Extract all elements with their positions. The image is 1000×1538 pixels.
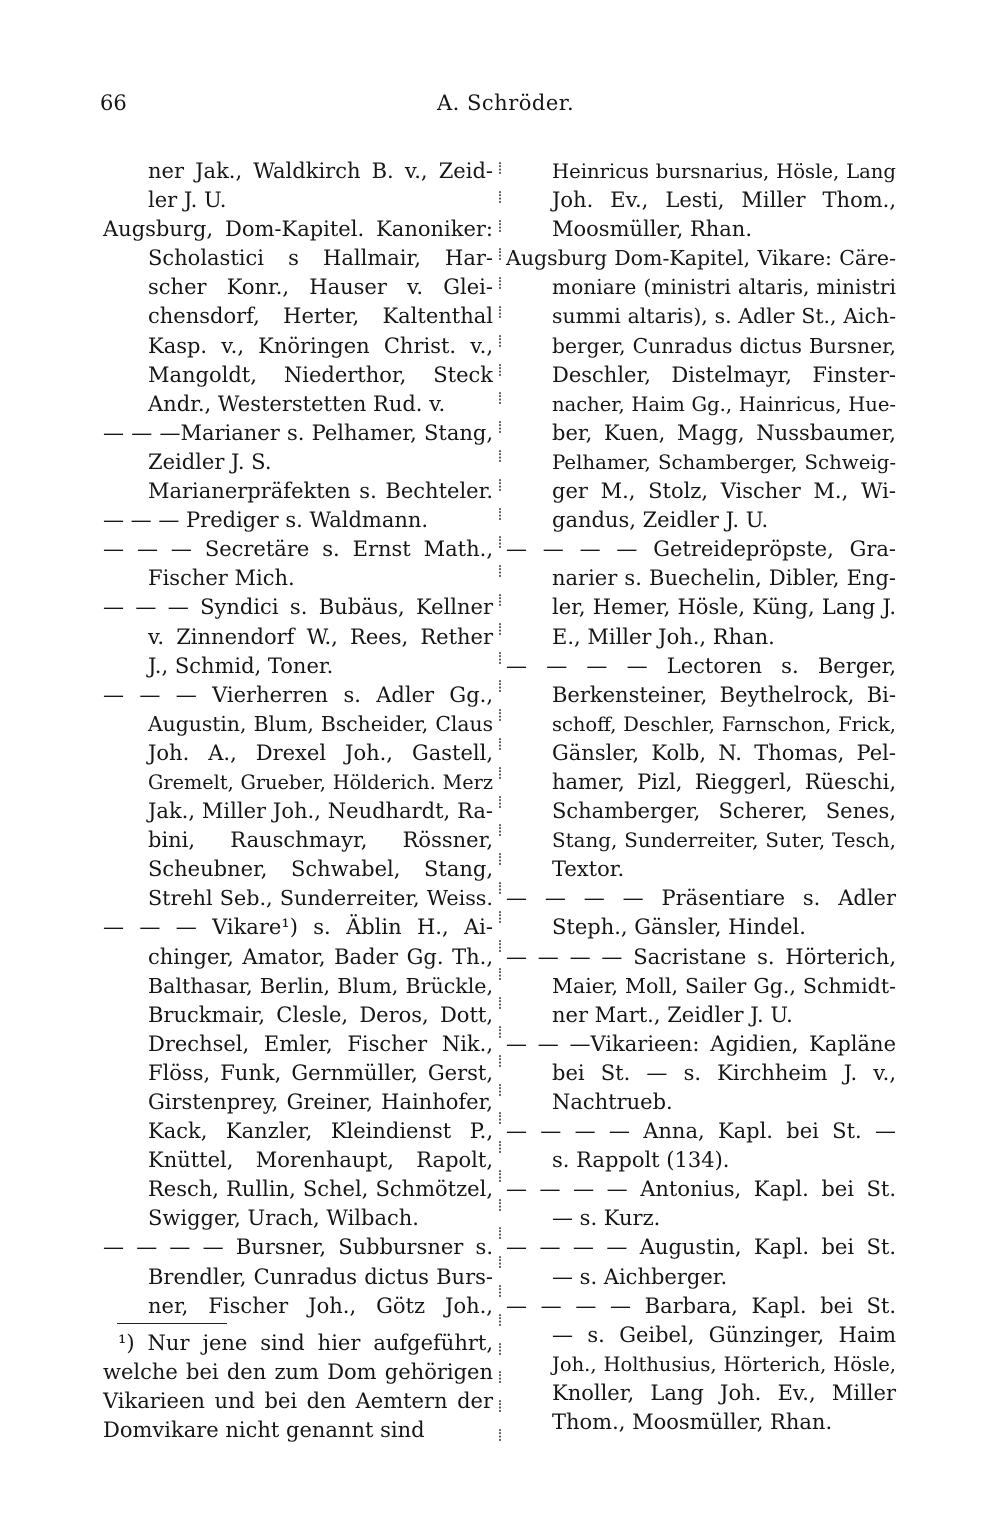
right-column-line: schoff, Deschler, Farnschon, Frick, [552,712,896,736]
left-column-line: Brendler, Cunradus dictus Burs- [148,1264,493,1289]
right-column-line: s. Rappolt (134). [552,1148,730,1173]
right-column-line: E., Miller Joh., Rhan. [552,624,775,649]
left-column-line: Jak., Miller Joh., Neudhardt, Ra- [148,799,493,824]
left-column [103,157,493,1321]
right-column-line: nacher, Haim Gg., Hainricus, Hue- [552,392,896,416]
left-column-line: Swigger, Urach, Wilbach. [148,1206,419,1231]
right-column-line: — s. Geibel, Günzinger, Haim [552,1322,896,1347]
right-column-line: Joh. Ev., Lesti, Miller Thom., [552,188,896,213]
right-column-line: Textor. [552,857,625,882]
left-column-line: Flöss, Funk, Gernmüller, Gerst, [148,1060,493,1085]
left-column-line: — — — Vierherren s. Adler Gg., [103,682,493,707]
right-column-line: — — — — Lectoren s. Berger, [506,653,896,678]
right-column [506,157,896,1437]
left-column-line: Bruckmair, Clesle, Deros, Dott, [148,1002,493,1027]
left-column-line: — — — Secretäre s. Ernst Math., [103,537,493,562]
right-column-line: moniare (ministri altaris, ministri [552,275,896,300]
left-column-line: Balthasar, Berlin, Blum, Brückle, [148,973,493,998]
left-column-line: bini, Rauschmayr, Rössner, [148,828,493,853]
right-column-line: bei St. — s. Kirchheim J. v., [552,1060,896,1085]
right-column-line: — — — — Getreidepröpste, Gra- [506,537,896,562]
left-column-line: ler J. U. [148,188,227,213]
right-column-line: Stang, Sunderreiter, Suter, Tesch, [552,829,896,853]
left-column-line: Zeidler J. S. [148,449,272,474]
left-column-line: — — — — Bursner, Subbursner s. [103,1235,493,1260]
right-column-line: Knoller, Lang Joh. Ev., Miller [552,1380,896,1405]
left-column-line: Gremelt, Grueber, Hölderich. Merz [148,770,493,794]
column-divider: ⁞ ⁞ ⁞ ⁞ ⁞ ⁞ ⁞ ⁞ ⁞ ⁞ ⁞ ⁞ ⁞ ⁞ ⁞ ⁞ ⁞ ⁞ ⁞ ⁞ ⁞ ⁞ ⁞ ⁞ ⁞ ⁞ ⁞ ⁞ ⁞ ⁞ ⁞ ⁞ ⁞ ⁞ ⁞ ⁞ ⁞ ⁞ ⁞ ⁞ ⁞ ⁞ ⁞ ⁞ ⁞ [497,158,503,1447]
right-column-line: Nachtrueb. [552,1090,673,1114]
left-column-line: v. Zinnendorf W., Rees, Rether [148,624,493,649]
left-column-line: Drechsel, Emler, Fischer Nik., [148,1031,493,1056]
right-column-line: Joh., Holthusius, Hörterich, Hösle, [552,1352,896,1376]
left-column-line: Strehl Seb., Sunderreiter, Weiss. [148,886,493,911]
right-column-line: Heinricus bursnarius, Hösle, Lang [552,160,896,183]
right-column-line: Pelhamer, Schamberger, Schweig- [552,450,896,474]
right-column-line: Maier, Moll, Sailer Gg., Schmidt- [552,973,896,998]
right-column-line: — — — — Sacristane s. Hörterich, [506,944,896,969]
right-column-line: Berkensteiner, Beythelrock, Bi- [552,682,896,707]
footnote-line: ¹) Nur jene sind hier aufgeführt, [118,1331,493,1355]
right-column-line: — — — — Präsentiare s. Adler [506,886,896,911]
right-column-line: Thom., Moosmüller, Rhan. [552,1410,833,1435]
left-column-line: chensdorf, Herter, Kaltenthal [148,304,493,329]
right-column-line: summi altaris), s. Adler St., Aich- [552,304,896,329]
left-column-line: ner Jak., Waldkirch B. v., Zeid- [148,159,493,183]
right-column-line: ler, Hemer, Hösle, Küng, Lang J. [552,595,896,620]
left-column-line: Resch, Rullin, Schel, Schmötzel, [148,1177,493,1202]
left-column-line: — — — Syndici s. Bubäus, Kellner [103,595,493,620]
running-head: A. Schröder. [437,91,575,115]
right-column-line: hamer, Pizl, Rieggerl, Rüeschi, [552,769,896,794]
left-column-line: — — — Prediger s. Waldmann. [103,508,429,533]
right-column-line: narier s. Buechelin, Dibler, Eng- [552,566,896,591]
right-column-line: — — —Vikarieen: Agidien, Kapläne [506,1031,896,1056]
left-column-line: Andr., Westerstetten Rud. v. [148,391,446,416]
footnote-rule [117,1323,227,1324]
footnote-line: Domvikare nicht genannt sind [103,1418,425,1443]
right-column-line: Schamberger, Scherer, Senes, [552,799,896,824]
right-column-line: — — — — Anna, Kapl. bei St. — [506,1119,896,1144]
left-column-line: Knüttel, Morenhaupt, Rapolt, [148,1148,493,1173]
right-column-line: gandus, Zeidler J. U. [552,508,769,533]
left-column-line: Marianerpräfekten s. Bechteler. [148,479,493,504]
left-column-line: Kasp. v., Knöringen Christ. v., [148,333,493,358]
right-column-line: — — — — Barbara, Kapl. bei St. [506,1293,896,1318]
right-column-line: Deschler, Distelmayr, Finster- [552,362,896,387]
left-column-line: ner, Fischer Joh., Götz Joh., [148,1293,493,1318]
right-column-line: berger, Cunradus dictus Bursner, [552,333,896,358]
right-column-line: Augsburg Dom-Kapitel, Vikare: Cäre- [506,246,896,271]
footnote-line: Vikarieen und bei den Aemtern der [103,1389,493,1414]
left-column-line: scher Konr., Hauser v. Glei- [148,275,493,300]
left-column-line: J., Schmid, Toner. [148,653,334,678]
left-column-line: Mangoldt, Niederthor, Steck [148,362,493,387]
left-column-line: — — —Marianer s. Pelhamer, Stang, [103,420,493,445]
left-column-line: Fischer Mich. [148,566,295,591]
right-column-line: Moosmüller, Rhan. [552,217,753,242]
left-column-line: chinger, Amator, Bader Gg. Th., [148,944,493,969]
right-column-line: — s. Aichberger. [552,1264,728,1289]
right-column-line: — — — — Antonius, Kapl. bei St. [506,1177,896,1202]
right-column-line: Steph., Gänsler, Hindel. [552,915,806,940]
footnote [103,1329,493,1445]
left-column-line: Augustin, Blum, Bscheider, Claus [148,711,493,736]
left-column-line: Scholastici s Hallmair, Har- [148,246,493,271]
right-column-line: ber, Kuen, Magg, Nussbaumer, [552,420,896,445]
left-column-line: Girstenprey, Greiner, Hainhofer, [148,1090,493,1114]
page-header [100,88,900,118]
right-column-line: ner Mart., Zeidler J. U. [552,1002,793,1027]
footnote-line: welche bei den zum Dom gehörigen [103,1360,493,1385]
page-number: 66 [100,91,127,115]
right-column-line: — s. Kurz. [552,1206,661,1231]
left-column-line: Augsburg, Dom-Kapitel. Kanoniker: [103,217,493,242]
left-column-line: Scheubner, Schwabel, Stang, [148,857,493,882]
right-column-line: ger M., Stolz, Vischer M., Wi- [552,479,896,504]
right-column-line: — — — — Augustin, Kapl. bei St. [506,1235,896,1260]
left-column-line: Kack, Kanzler, Kleindienst P., [148,1119,493,1144]
left-column-line: — — — Vikare¹) s. Äblin H., Ai- [103,915,493,940]
right-column-line: Gänsler, Kolb, N. Thomas, Pel- [552,740,896,765]
left-column-line: Joh. A., Drexel Joh., Gastell, [148,740,493,765]
